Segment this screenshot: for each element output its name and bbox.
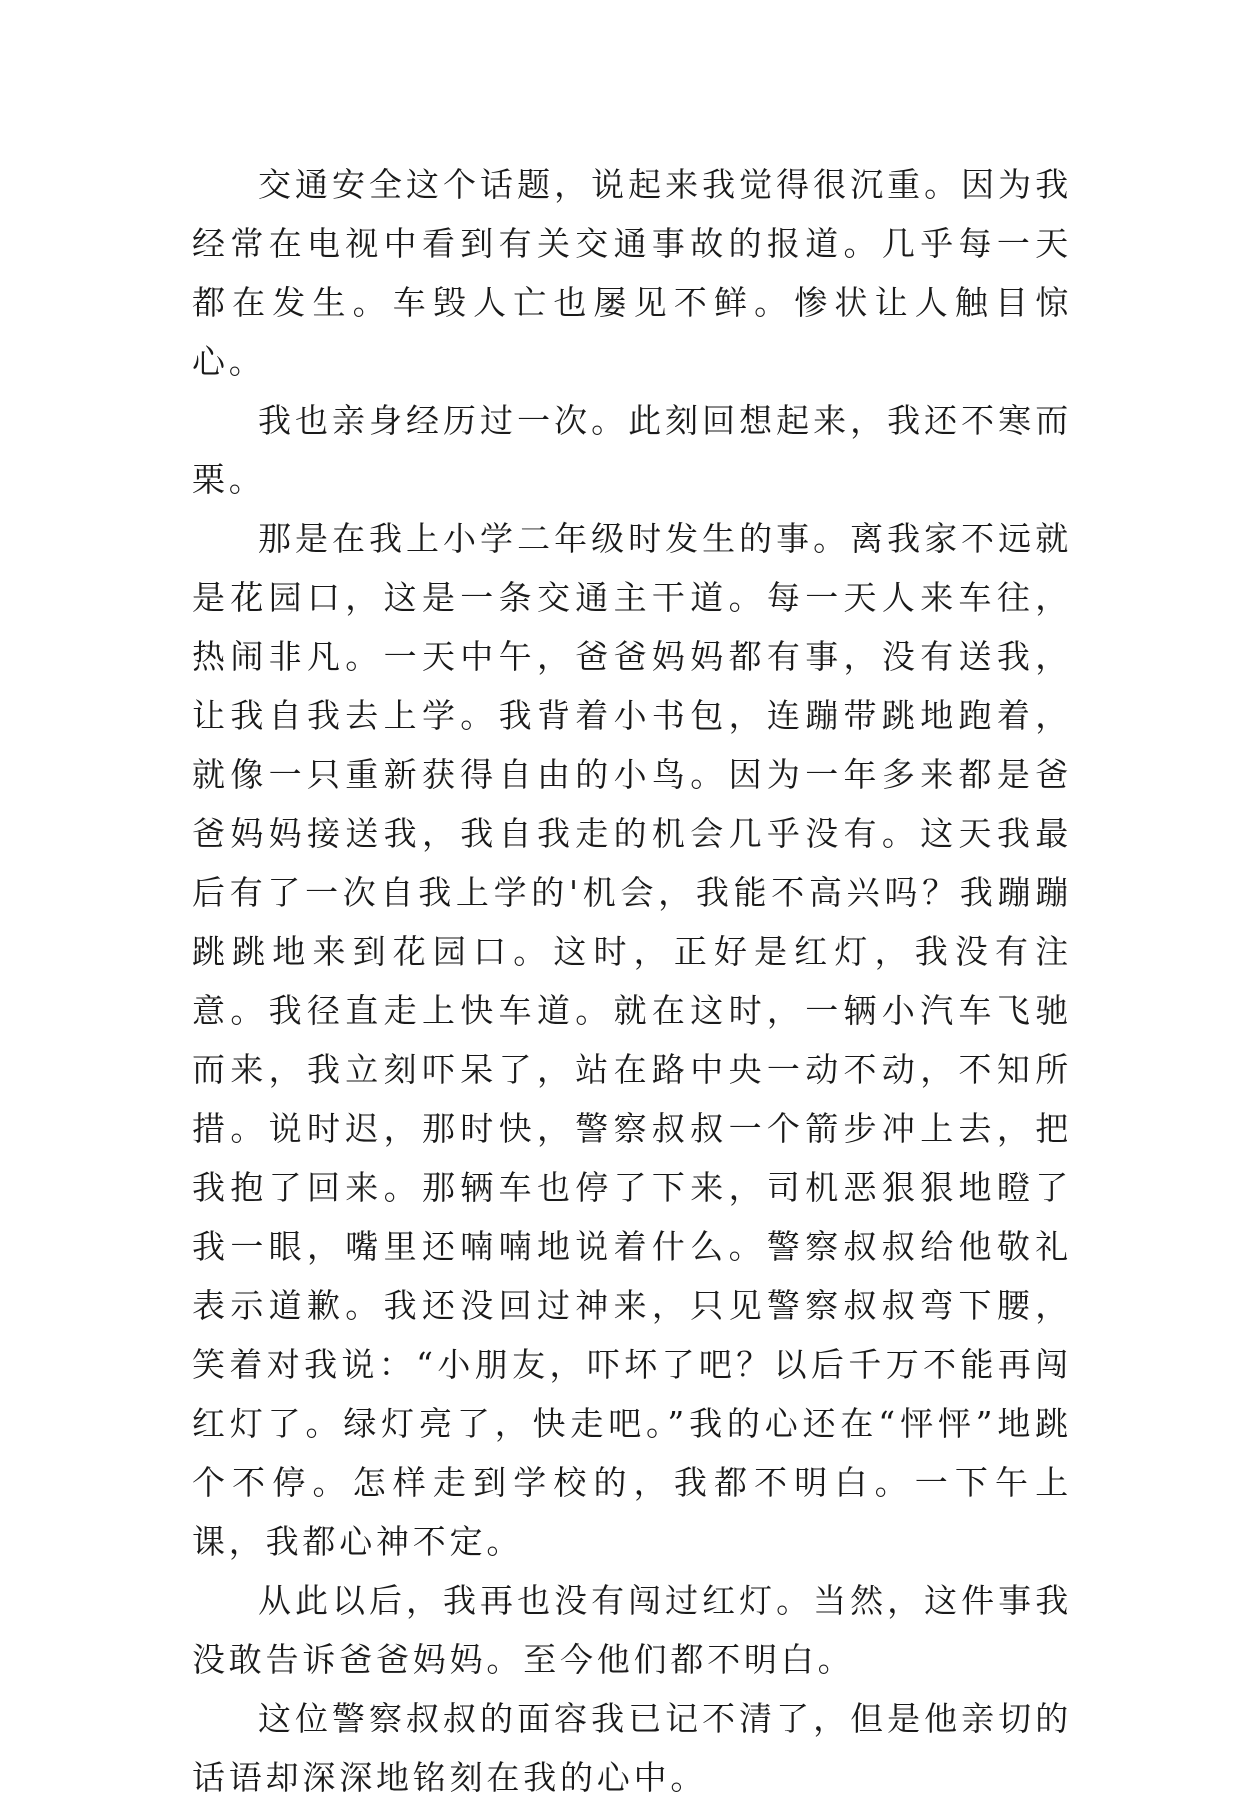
paragraph-4: 从此以后，我再也没有闯过红灯。当然，这件事我没敢告诉爸爸妈妈。至今他们都不明白。 xyxy=(192,1581,1072,1679)
paragraph-3: 那是在我上小学二年级时发生的事。离我家不远就是花园口，这是一条交通主干道。每一天人来车往，热闹非凡。一天中午，爸爸妈妈都有事，没有送我，让我自我去上学。我背着小书包，连蹦带跳地跑着，就像一只重新获得自由的小鸟。因为一年多来都是爸爸妈妈接送我，我自我走的机会几乎没有。这天我最后有了一次自我上学的'机会，我能不高兴吗？我蹦蹦跳跳地来到花园口。这时，正好是红灯，我没有注意。我径直走上快车道。就在这时，一辆小汽车飞驰而来，我立刻吓呆了，站在路中央一动不动，不知所措。说时迟，那时快，警察叔叔一个箭步冲上去，把我抱了回来。那辆车也停了下来，司机恶狠狠地瞪了我一眼，嘴里还喃喃地说着什么。警察叔叔给他敬礼表示道歉。我还没回过神来，只见警察叔叔弯下腰，笑着对我说：“小朋友，吓坏了吧？以后千万不能再闯红灯了。绿灯亮了，快走吧。”我的心还在“怦怦”地跳个不停。怎样走到学校的，我都不明白。一下午上课，我都心神不定。 xyxy=(192,519,1072,1561)
essay-body xyxy=(192,155,1072,1807)
paragraph-1: 交通安全这个话题，说起来我觉得很沉重。因为我经常在电视中看到有关交通事故的报道。几乎每一天都在发生。车毁人亡也屡见不鲜。惨状让人触目惊心。 xyxy=(192,165,1072,381)
paragraph-2: 我也亲身经历过一次。此刻回想起来，我还不寒而栗。 xyxy=(192,401,1072,499)
paragraph-5: 这位警察叔叔的面容我已记不清了，但是他亲切的话语却深深地铭刻在我的心中。 xyxy=(192,1699,1072,1797)
